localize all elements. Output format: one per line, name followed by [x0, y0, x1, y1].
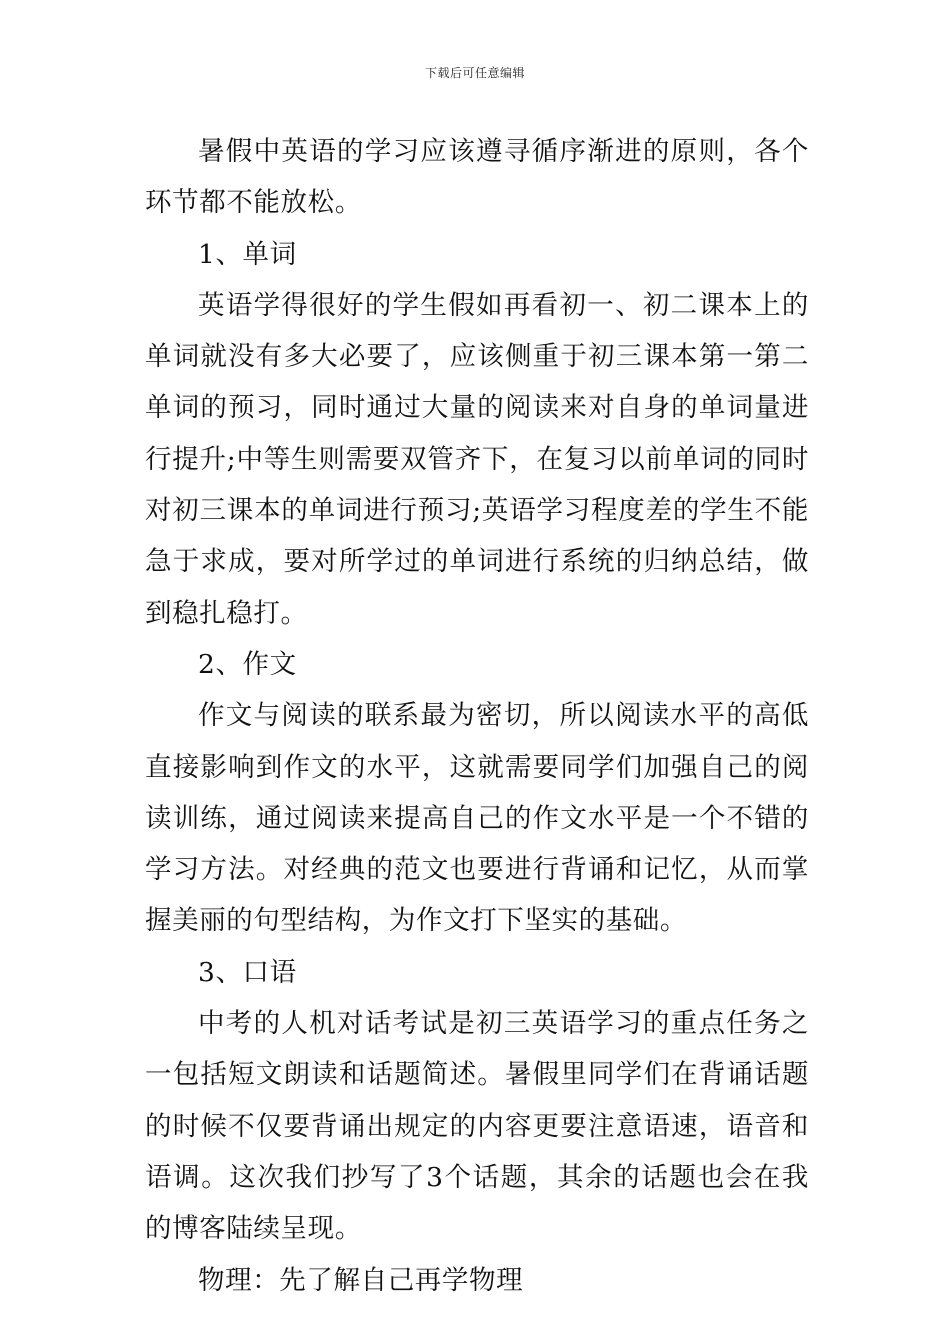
section-heading-composition: 2、作文: [198, 648, 297, 680]
intro-paragraph: 暑假中英语的学习应该遵寻循序渐进的原则，各个环节都不能放松。: [145, 136, 809, 219]
document-body: [145, 126, 809, 1306]
speaking-paragraph: 中考的人机对话考试是初三英语学习的重点任务之一包括短文朗读和话题简述。暑假里同学们在背诵话题的时候不仅要背诵出规定的内容更要注意语速，语音和语调。这次我们抄写了3个话题，其余的话题也会在我的博客陆续呈现。: [145, 1008, 809, 1245]
section-heading-vocabulary: 1、单词: [198, 238, 297, 270]
page-header-note: 下载后可任意编辑: [424, 66, 525, 80]
section-heading-physics: 物理：先了解自己再学物理: [198, 1264, 524, 1296]
section-heading-speaking: 3、口语: [198, 956, 297, 988]
vocabulary-paragraph: 英语学得很好的学生假如再看初一、初二课本上的单词就没有多大必要了，应该侧重于初三课本第一第二单词的预习，同时通过大量的阅读来对自身的单词量进行提升;中等生则需要双管齐下，在复习以前单词的同时对初三课本的单词进行预习;英语学习程度差的学生不能急于求成，要对所学过的单词进行系统的归纳总结，做到稳扎稳打。: [145, 289, 809, 629]
composition-paragraph: 作文与阅读的联系最为密切，所以阅读水平的高低直接影响到作文的水平，这就需要同学们加强自己的阅读训练，通过阅读来提高自己的作文水平是一个不错的学习方法。对经典的范文也要进行背诵和记忆，从而掌握美丽的句型结构，为作文打下坚实的基础。: [145, 700, 809, 937]
